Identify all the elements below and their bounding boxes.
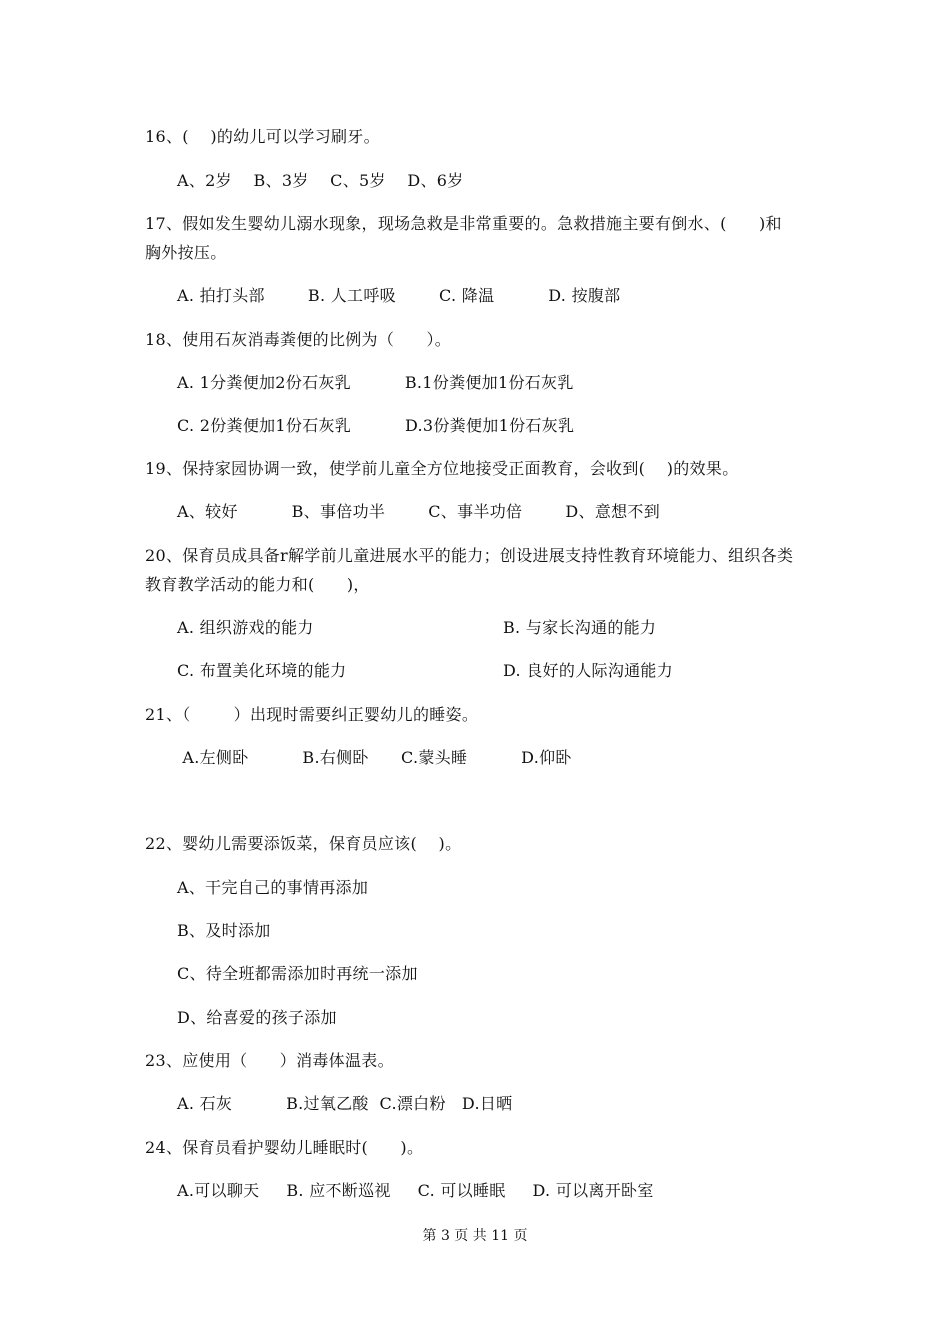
- question-24: 24、保育员看护婴幼儿睡眠时( )。: [145, 1138, 424, 1157]
- question-20-option-c: C. 布置美化环境的能力: [177, 661, 347, 680]
- question-23-options: A. 石灰 B.过氧乙酸 C.漂白粉 D.日晒: [177, 1094, 513, 1113]
- question-20-option-a: A. 组织游戏的能力: [177, 618, 314, 637]
- question-18-options-ab: A. 1分粪便加2份石灰乳 B.1份粪便加1份石灰乳: [177, 373, 574, 392]
- question-19-options: A、较好 B、事倍功半 C、事半功倍 D、意想不到: [177, 502, 661, 521]
- question-20: 20、保育员成具备r解学前儿童进展水平的能力；创设进展支持性教育环境能力、组织各类: [145, 546, 794, 565]
- question-22-option-b: B、及时添加: [177, 921, 271, 940]
- question-18-options-cd: C. 2份粪便加1份石灰乳 D.3份粪便加1份石灰乳: [177, 416, 575, 435]
- question-21: 21、（ ）出现时需要纠正婴幼儿的睡姿。: [145, 705, 479, 724]
- question-19: 19、保持家园协调一致，使学前儿童全方位地接受正面教育，会收到( )的效果。: [145, 459, 739, 478]
- question-16-options: A、2岁 B、3岁 C、5岁 D、6岁: [177, 171, 464, 190]
- question-17-cont: 胸外按压。: [145, 243, 227, 262]
- question-22-option-d: D、给喜爱的孩子添加: [177, 1008, 337, 1027]
- question-20-option-b: B. 与家长沟通的能力: [503, 618, 657, 637]
- question-22-option-a: A、干完自己的事情再添加: [177, 878, 369, 897]
- question-22: 22、婴幼儿需要添饭菜，保育员应该( )。: [145, 834, 462, 853]
- page-footer: 第 3 页 共 11 页: [422, 1228, 528, 1244]
- question-18: 18、使用石灰消毒粪便的比例为（ ）。: [145, 330, 452, 349]
- question-20-option-d: D. 良好的人际沟通能力: [503, 661, 674, 680]
- question-17: 17、假如发生婴幼儿溺水现象，现场急救是非常重要的。急救措施主要有倒水、( )和: [145, 214, 782, 233]
- question-24-options: A.可以聊天 B. 应不断巡视 C. 可以睡眠 D. 可以离开卧室: [177, 1181, 654, 1200]
- question-23: 23、应使用（ ）消毒体温表。: [145, 1051, 394, 1070]
- question-17-options: A. 拍打头部 B. 人工呼吸 C. 降温 D. 按腹部: [177, 286, 621, 305]
- question-21-options: A.左侧卧 B.右侧卧 C.蒙头睡 D.仰卧: [177, 748, 572, 767]
- question-22-option-c: C、待全班都需添加时再统一添加: [177, 964, 418, 983]
- question-16: 16、( )的幼儿可以学习刷牙。: [145, 127, 380, 146]
- question-20-cont: 教育教学活动的能力和( )，: [145, 575, 370, 594]
